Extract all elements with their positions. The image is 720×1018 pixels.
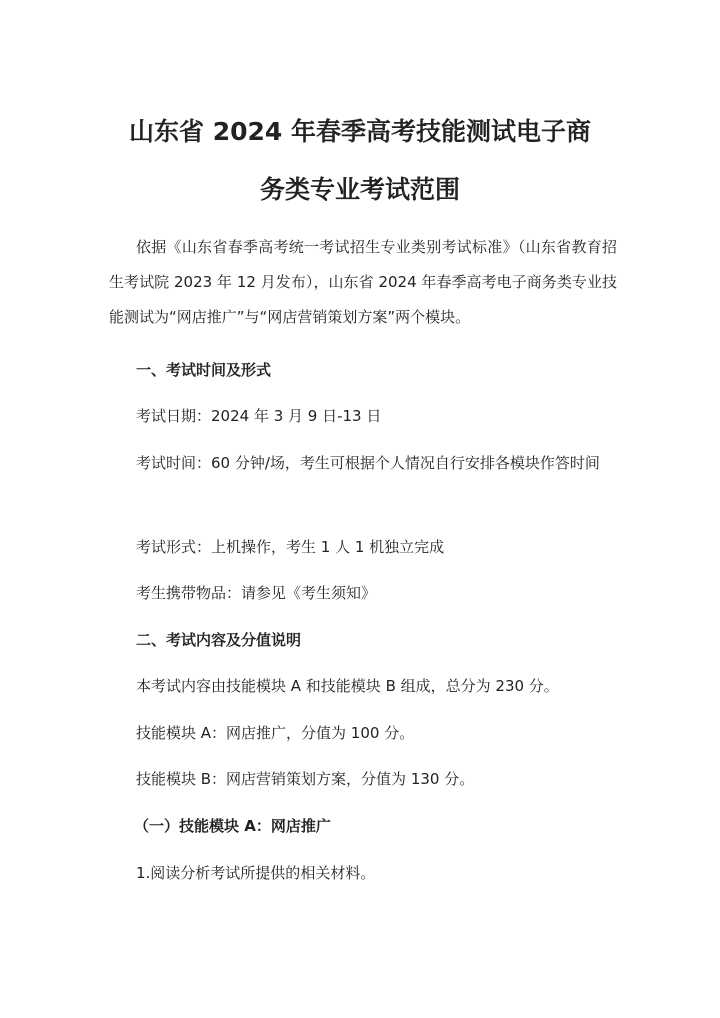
intro-paragraph: 依据《山东省春季高考统一考试招生专业类别考试标准》（山东省教育招生考试院 2023 年 12 月发布），山东省 2024 年春季高考电子商务类专业技能测试为“网店推广”与“网店营销策划方案”两个模块。 — [109, 238, 617, 326]
subsection-a-heading: （一）技能模块 A：网店推广 — [134, 817, 331, 835]
content-summary-text: 本考试内容由技能模块 A 和技能模块 B 组成，总分为 230 分。 — [136, 677, 559, 695]
exam-time-paragraph: 考试时间：60 分钟/场，考生可根据个人情况自行安排各模块作答时间 — [136, 454, 600, 472]
module-b-text: 技能模块 B：网店营销策划方案，分值为 130 分。 — [136, 770, 475, 788]
document-title-line-1: 山东省 2024 年春季高考技能测试电子商 — [129, 117, 591, 146]
section-1-heading: 一、考试时间及形式 — [136, 361, 272, 379]
item-1-text: 1.阅读分析考试所提供的相关材料。 — [136, 864, 376, 882]
document-title-line-2: 务类专业考试范围 — [259, 175, 460, 204]
section-2-heading: 二、考试内容及分值说明 — [136, 631, 302, 649]
exam-date-text: 考试日期：2024 年 3 月 9 日-13 日 — [136, 407, 382, 425]
module-a-text: 技能模块 A：网店推广，分值为 100 分。 — [136, 724, 415, 742]
exam-items-text: 考生携带物品：请参见《考生须知》 — [136, 584, 377, 602]
exam-form-text: 考试形式：上机操作，考生 1 人 1 机独立完成 — [136, 538, 445, 556]
